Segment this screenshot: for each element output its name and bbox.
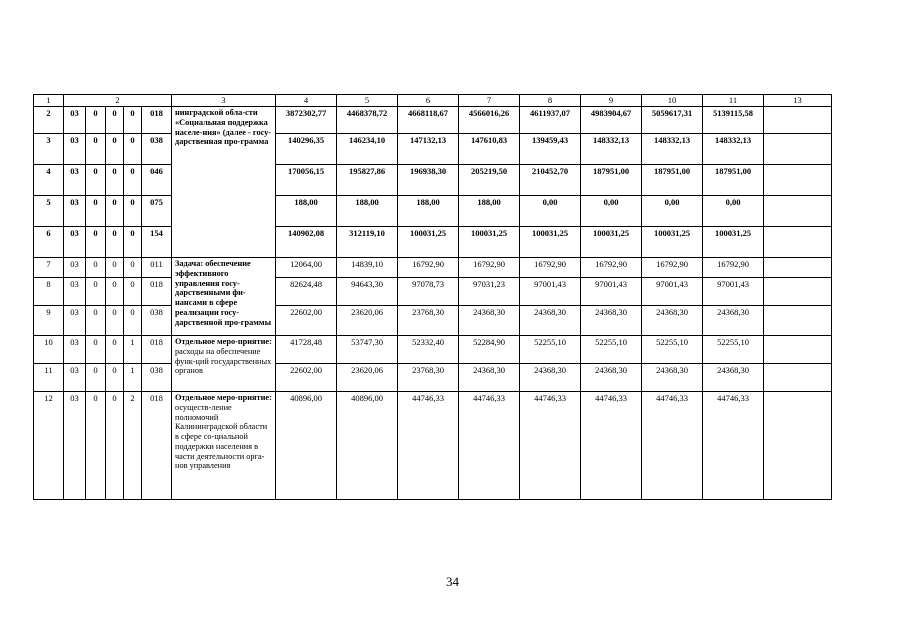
value-cell: 22602,00	[276, 364, 337, 392]
value-cell: 52255,10	[581, 336, 642, 364]
code-cell: 0	[86, 165, 106, 196]
value-cell: 16792,90	[398, 258, 459, 278]
code-cell: 0	[86, 278, 106, 306]
value-cell: 205219,50	[459, 165, 520, 196]
value-cell: 148332,13	[642, 134, 703, 165]
header-cell: 5	[337, 95, 398, 107]
event-description: расходы на обеспечение функ-ций государственных органов	[175, 346, 272, 376]
code-cell: 0	[124, 306, 142, 336]
value-cell: 24368,30	[581, 306, 642, 336]
value-cell: 147132,13	[398, 134, 459, 165]
row-number-cell: 5	[34, 196, 64, 227]
row-number-cell: 11	[34, 364, 64, 392]
code-cell: 0	[124, 196, 142, 227]
table-row	[34, 165, 832, 196]
value-cell: 5139115,58	[703, 107, 764, 134]
row-number-cell: 7	[34, 258, 64, 278]
code-cell: 03	[64, 196, 86, 227]
row-number-cell: 6	[34, 227, 64, 258]
value-cell: 140902,08	[276, 227, 337, 258]
value-cell: 14839,10	[337, 258, 398, 278]
event-label: Отдельное меро-приятие:	[175, 393, 272, 402]
code-cell: 0	[106, 392, 124, 500]
value-cell: 53747,30	[337, 336, 398, 364]
code-cell: 0	[124, 134, 142, 165]
code-cell: 0	[124, 227, 142, 258]
value-cell: 44746,33	[581, 392, 642, 500]
value-cell: 210452,70	[520, 165, 581, 196]
table-row	[34, 364, 832, 392]
description-cell	[172, 392, 276, 500]
value-cell: 100031,25	[703, 227, 764, 258]
event-description: осуществ-ление полномочий Калининградской области в сфере со-циальной поддержки населения в части деятельности орга-нов управления	[175, 402, 268, 471]
value-cell: 23768,30	[398, 364, 459, 392]
code-cell: 154	[142, 227, 172, 258]
event-label: Отдельное меро-приятие:	[175, 337, 272, 346]
value-cell: 188,00	[337, 196, 398, 227]
value-cell: 100031,25	[581, 227, 642, 258]
code-cell: 2	[124, 392, 142, 500]
code-cell: 018	[142, 392, 172, 500]
code-cell: 0	[86, 364, 106, 392]
header-cell: 8	[520, 95, 581, 107]
header-cell: 11	[703, 95, 764, 107]
empty-cell	[764, 227, 832, 258]
code-cell: 075	[142, 196, 172, 227]
header-cell: 7	[459, 95, 520, 107]
value-cell: 4668118,67	[398, 107, 459, 134]
value-cell: 44746,33	[459, 392, 520, 500]
value-cell: 94643,30	[337, 278, 398, 306]
table-row	[34, 392, 832, 500]
value-cell: 44746,33	[642, 392, 703, 500]
value-cell: 146234,10	[337, 134, 398, 165]
value-cell: 4566016,26	[459, 107, 520, 134]
code-cell: 1	[124, 364, 142, 392]
value-cell: 24368,30	[642, 364, 703, 392]
code-cell: 0	[86, 336, 106, 364]
header-cell: 10	[642, 95, 703, 107]
value-cell: 23620,06	[337, 306, 398, 336]
code-cell: 03	[64, 278, 86, 306]
value-cell: 41728,48	[276, 336, 337, 364]
value-cell: 187951,00	[703, 165, 764, 196]
value-cell: 16792,90	[581, 258, 642, 278]
table-row	[34, 278, 832, 306]
row-number-cell: 10	[34, 336, 64, 364]
code-cell: 0	[106, 196, 124, 227]
code-cell: 03	[64, 258, 86, 278]
header-cell: 3	[172, 95, 276, 107]
code-cell: 03	[64, 306, 86, 336]
code-cell: 0	[106, 306, 124, 336]
code-cell: 03	[64, 107, 86, 134]
task-description: Задача: обеспечение эффективного управления госу-дарственными фи-нансами в сфере реализации госу-дарственной про-граммы	[175, 259, 272, 327]
value-cell: 147610,83	[459, 134, 520, 165]
value-cell: 196938,30	[398, 165, 459, 196]
code-cell: 0	[106, 364, 124, 392]
empty-cell	[764, 306, 832, 336]
code-cell: 046	[142, 165, 172, 196]
value-cell: 52332,40	[398, 336, 459, 364]
header-cell: 1	[34, 95, 64, 107]
code-cell: 0	[86, 196, 106, 227]
code-cell: 011	[142, 258, 172, 278]
code-cell: 018	[142, 336, 172, 364]
value-cell: 100031,25	[398, 227, 459, 258]
value-cell: 24368,30	[581, 364, 642, 392]
row-number-cell: 2	[34, 107, 64, 134]
empty-cell	[764, 196, 832, 227]
value-cell: 24368,30	[459, 306, 520, 336]
code-cell: 03	[64, 336, 86, 364]
code-cell: 018	[142, 278, 172, 306]
value-cell: 44746,33	[398, 392, 459, 500]
empty-cell	[764, 278, 832, 306]
value-cell: 52284,90	[459, 336, 520, 364]
empty-cell	[764, 364, 832, 392]
value-cell: 40896,00	[276, 392, 337, 500]
value-cell: 97031,23	[459, 278, 520, 306]
header-cell: 6	[398, 95, 459, 107]
code-cell: 0	[106, 227, 124, 258]
value-cell: 100031,25	[459, 227, 520, 258]
value-cell: 16792,90	[520, 258, 581, 278]
code-cell: 0	[106, 258, 124, 278]
code-cell: 018	[142, 107, 172, 134]
value-cell: 100031,25	[520, 227, 581, 258]
value-cell: 24368,30	[459, 364, 520, 392]
value-cell: 4983904,67	[581, 107, 642, 134]
code-cell: 0	[124, 165, 142, 196]
table-row	[34, 336, 832, 364]
code-cell: 1	[124, 336, 142, 364]
code-cell: 0	[86, 258, 106, 278]
row-number-cell: 12	[34, 392, 64, 500]
empty-cell	[764, 258, 832, 278]
value-cell: 16792,90	[703, 258, 764, 278]
value-cell: 188,00	[459, 196, 520, 227]
value-cell: 22602,00	[276, 306, 337, 336]
code-cell: 0	[86, 134, 106, 165]
value-cell: 16792,90	[642, 258, 703, 278]
description-cell	[172, 107, 276, 258]
code-cell: 0	[86, 107, 106, 134]
program-description: нинградской обла-сти «Социальная поддержка населе-ния» (далее - госу-дарственная про-грамма	[175, 108, 272, 147]
value-cell: 4468378,72	[337, 107, 398, 134]
value-cell: 40896,00	[337, 392, 398, 500]
header-cell: 13	[764, 95, 832, 107]
value-cell: 188,00	[398, 196, 459, 227]
value-cell: 24368,30	[520, 306, 581, 336]
value-cell: 187951,00	[642, 165, 703, 196]
header-cell: 4	[276, 95, 337, 107]
table-row	[34, 196, 832, 227]
value-cell: 188,00	[276, 196, 337, 227]
value-cell: 52255,10	[520, 336, 581, 364]
empty-cell	[764, 392, 832, 500]
code-cell: 03	[64, 392, 86, 500]
row-number-cell: 8	[34, 278, 64, 306]
value-cell: 4611937,07	[520, 107, 581, 134]
table-row	[34, 134, 832, 165]
value-cell: 5059617,31	[642, 107, 703, 134]
value-cell: 24368,30	[703, 306, 764, 336]
table-row	[34, 258, 832, 278]
description-cell	[172, 336, 276, 392]
row-number-cell: 9	[34, 306, 64, 336]
code-cell: 0	[106, 336, 124, 364]
code-cell: 0	[106, 165, 124, 196]
header-row	[34, 95, 832, 107]
code-cell: 03	[64, 227, 86, 258]
code-cell: 0	[106, 278, 124, 306]
value-cell: 52255,10	[703, 336, 764, 364]
value-cell: 23620,06	[337, 364, 398, 392]
value-cell: 312119,10	[337, 227, 398, 258]
table-row	[34, 107, 832, 134]
code-cell: 0	[124, 107, 142, 134]
code-cell: 0	[124, 258, 142, 278]
value-cell: 97001,43	[581, 278, 642, 306]
value-cell: 0,00	[642, 196, 703, 227]
code-cell: 03	[64, 134, 86, 165]
value-cell: 44746,33	[703, 392, 764, 500]
code-cell: 038	[142, 134, 172, 165]
code-cell: 038	[142, 364, 172, 392]
code-cell: 0	[86, 227, 106, 258]
value-cell: 97001,43	[520, 278, 581, 306]
empty-cell	[764, 107, 832, 134]
code-cell: 0	[106, 107, 124, 134]
code-cell: 0	[86, 392, 106, 500]
value-cell: 3872302,77	[276, 107, 337, 134]
table-row	[34, 306, 832, 336]
value-cell: 148332,13	[581, 134, 642, 165]
header-cell: 9	[581, 95, 642, 107]
value-cell: 44746,33	[520, 392, 581, 500]
value-cell: 140296,35	[276, 134, 337, 165]
value-cell: 0,00	[581, 196, 642, 227]
code-cell: 0	[106, 134, 124, 165]
table-row	[34, 227, 832, 258]
header-cell: 2	[64, 95, 172, 107]
value-cell: 170056,15	[276, 165, 337, 196]
value-cell: 97001,43	[642, 278, 703, 306]
empty-cell	[764, 134, 832, 165]
value-cell: 100031,25	[642, 227, 703, 258]
value-cell: 0,00	[703, 196, 764, 227]
value-cell: 148332,13	[703, 134, 764, 165]
value-cell: 187951,00	[581, 165, 642, 196]
code-cell: 038	[142, 306, 172, 336]
value-cell: 97001,43	[703, 278, 764, 306]
value-cell: 24368,30	[642, 306, 703, 336]
page-number: 34	[446, 574, 459, 589]
row-number-cell: 3	[34, 134, 64, 165]
empty-cell	[764, 336, 832, 364]
value-cell: 24368,30	[703, 364, 764, 392]
value-cell: 139459,43	[520, 134, 581, 165]
value-cell: 0,00	[520, 196, 581, 227]
description-cell	[172, 258, 276, 336]
code-cell: 03	[64, 364, 86, 392]
value-cell: 24368,30	[520, 364, 581, 392]
code-cell: 03	[64, 165, 86, 196]
empty-cell	[764, 165, 832, 196]
value-cell: 16792,90	[459, 258, 520, 278]
value-cell: 52255,10	[642, 336, 703, 364]
code-cell: 0	[86, 306, 106, 336]
value-cell: 82624,48	[276, 278, 337, 306]
row-number-cell: 4	[34, 165, 64, 196]
value-cell: 23768,30	[398, 306, 459, 336]
value-cell: 97078,73	[398, 278, 459, 306]
value-cell: 12064,00	[276, 258, 337, 278]
budget-table	[33, 94, 832, 500]
value-cell: 195827,86	[337, 165, 398, 196]
code-cell: 0	[124, 278, 142, 306]
